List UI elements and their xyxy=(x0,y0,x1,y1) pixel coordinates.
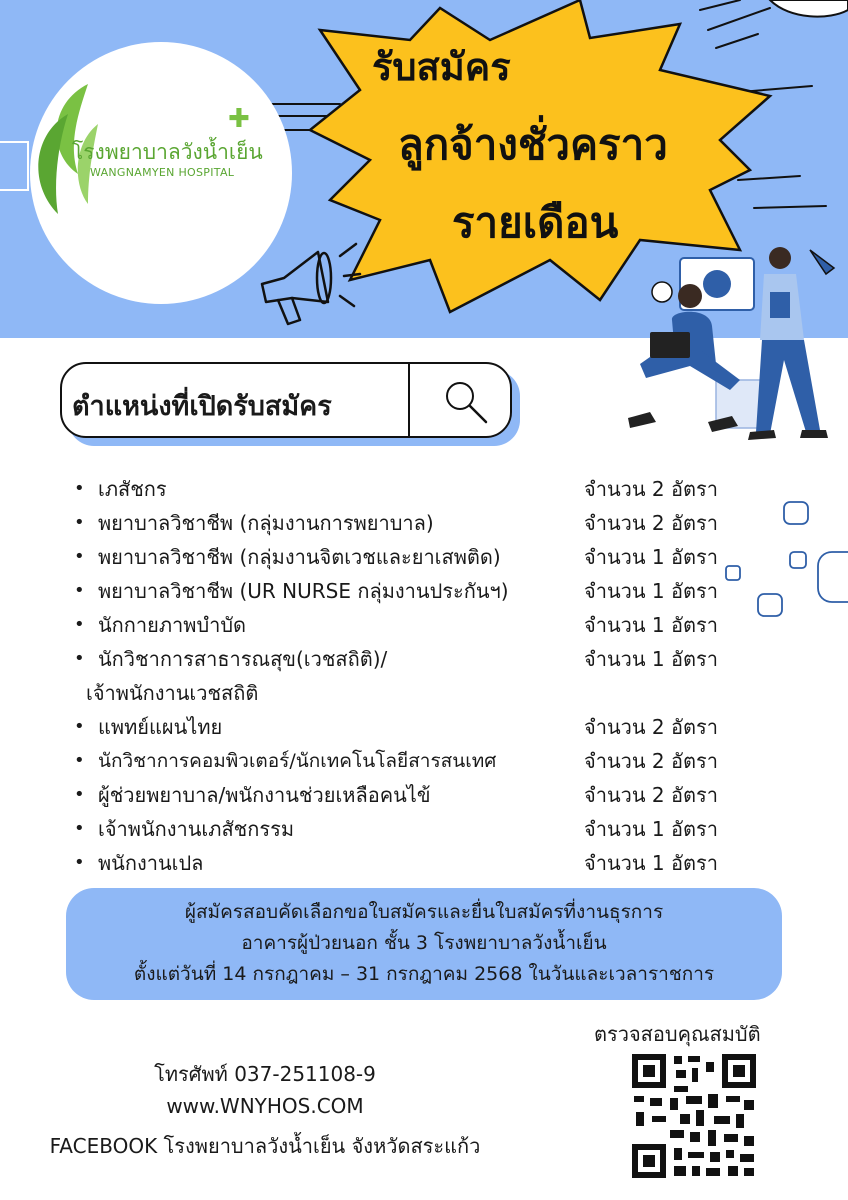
position-title: พยาบาลวิชาชีพ (กลุ่มงานการพยาบาล) xyxy=(98,511,434,535)
search-divider xyxy=(408,364,410,438)
search-bar xyxy=(60,362,512,438)
position-title: พยาบาลวิชาชีพ (UR NURSE กลุ่มงานประกันฯ) xyxy=(98,579,509,603)
position-count: จำนวน 1 อัตรา xyxy=(584,579,718,603)
position-count: จำนวน 2 อัตรา xyxy=(584,511,718,535)
position-count: จำนวน 1 อัตรา xyxy=(584,851,718,875)
headline-line-1: รับสมัคร xyxy=(372,45,511,89)
logo-name-thai: โรงพยาบาลวังน้ำเย็น xyxy=(72,140,263,164)
contact-facebook[interactable]: FACEBOOK โรงพยาบาลวังน้ำเย็น จังหวัดสระแก้ว xyxy=(49,1134,481,1158)
position-title: ผู้ช่วยพยาบาล/พนักงานช่วยเหลือคนไข้ xyxy=(98,783,431,807)
people-illustration xyxy=(620,240,848,450)
position-title: เจ้าพนักงานเภสัชกรรม xyxy=(98,817,294,841)
contact-website[interactable]: www.WNYHOS.COM xyxy=(166,1094,364,1118)
qr-code-icon[interactable] xyxy=(630,1052,758,1180)
position-count: จำนวน 1 อัตรา xyxy=(584,545,718,569)
position-title: นักกายภาพบำบัด xyxy=(98,613,247,637)
position-count: จำนวน 2 อัตรา xyxy=(584,477,718,501)
position-count: จำนวน 1 อัตรา xyxy=(584,647,718,671)
notice-line-1: ผู้สมัครสอบคัดเลือกขอใบสมัครและยื่นใบสมัครที่งานธุรการ xyxy=(184,901,664,923)
list-item: • นักวิชาการสาธารณสุข(เวชสถิติ)/ เจ้าพนักงานเวชสถิติ จำนวน 1 อัตรา xyxy=(74,642,754,710)
position-count: จำนวน 2 อัตรา xyxy=(584,749,718,773)
logo-name-english: WANGNAMYEN HOSPITAL xyxy=(90,166,235,179)
position-count: จำนวน 2 อัตรา xyxy=(584,783,718,807)
qr-label: ตรวจสอบคุณสมบัติ xyxy=(594,1022,761,1046)
position-title-line-2: เจ้าพนักงานเวชสถิติ xyxy=(86,681,259,705)
search-label: ตำแหน่งที่เปิดรับสมัคร xyxy=(72,391,332,422)
headline-line-3: รายเดือน xyxy=(452,198,619,247)
position-title: นักวิชาการสาธารณสุข(เวชสถิติ)/ xyxy=(98,647,388,671)
contact-phone: โทรศัพท์ 037-251108-9 xyxy=(154,1062,376,1086)
magnifier-icon xyxy=(436,374,496,430)
notice-line-3: ตั้งแต่วันที่ 14 กรกฎาคม – 31 กรกฎาคม 2568 ในวันและเวลาราชการ xyxy=(133,963,715,985)
application-notice xyxy=(66,888,782,1000)
headline-line-2: ลูกจ้างชั่วคราว xyxy=(398,120,668,169)
megaphone-icon xyxy=(252,232,362,332)
position-title: แพทย์แผนไทย xyxy=(98,715,223,739)
position-count: จำนวน 2 อัตรา xyxy=(584,715,718,739)
position-title: เภสัชกร xyxy=(98,477,167,501)
position-title: พยาบาลวิชาชีพ (กลุ่มงานจิตเวชและยาเสพติด) xyxy=(98,545,501,569)
position-count: จำนวน 1 อัตรา xyxy=(584,613,718,637)
position-title: พนักงานเปล xyxy=(98,851,204,875)
plus-icon: ✚ xyxy=(228,104,250,134)
notice-line-2: อาคารผู้ป่วยนอก ชั้น 3 โรงพยาบาลวังน้ำเย็น xyxy=(241,932,607,954)
position-title: นักวิชาการคอมพิวเตอร์/นักเทคโนโลยีสารสนเทศ xyxy=(98,750,497,772)
decorative-squares xyxy=(720,496,848,626)
position-count: จำนวน 1 อัตรา xyxy=(584,817,718,841)
